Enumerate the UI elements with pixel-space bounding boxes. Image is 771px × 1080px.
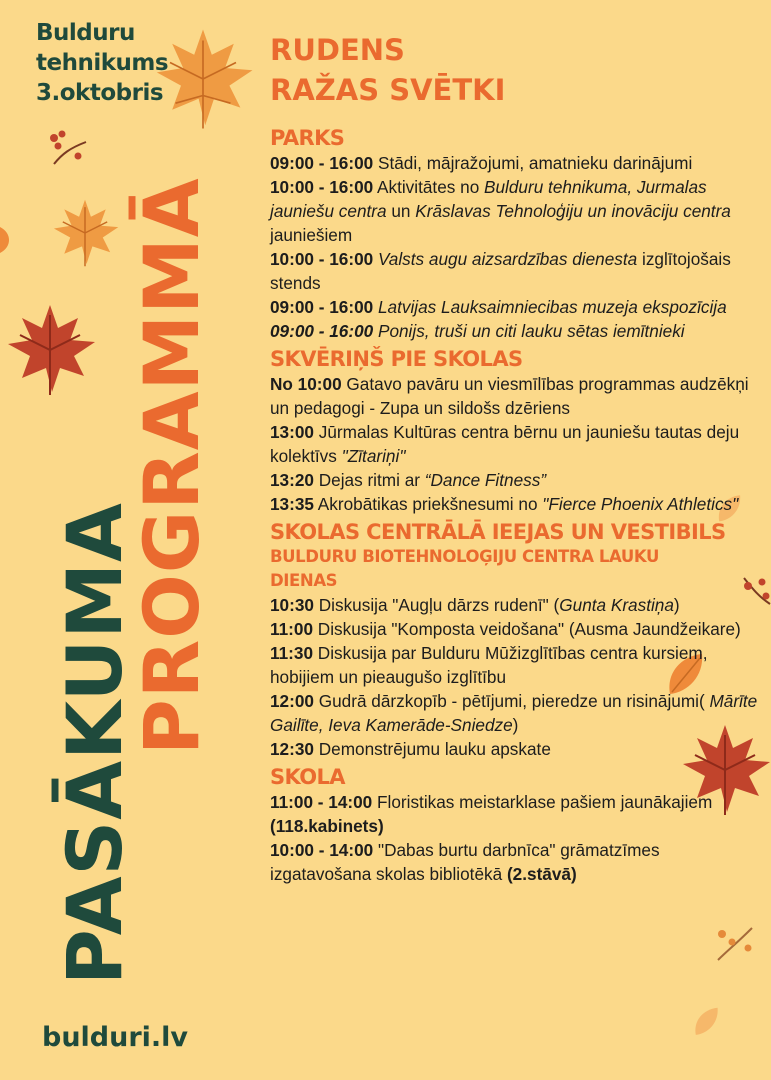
program-item [270,151,760,175]
item-text: Diskusija "Augļu dārzs rudenī" ( [313,595,560,615]
program-item [270,689,760,737]
website-link[interactable]: bulduri.lv [42,1022,189,1053]
item-organizer: Krāslavas Tehnoloģiju un inovāciju centra [415,201,731,221]
program-item [270,641,760,689]
item-time: 09:00 - 16:00 [270,321,374,341]
vertical-title-line2: PROGRAMMĀ [127,177,216,755]
item-performer: "Zītariņi" [341,446,406,466]
item-location: (118.kabinets) [270,816,384,836]
organizer-name: Bulduru [36,20,135,46]
event-title [270,30,505,110]
program-item [270,175,760,247]
item-text-end: ) [512,715,519,735]
item-time: 13:20 [270,470,314,490]
item-time: 09:00 - 16:00 [270,153,374,173]
item-time: No 10:00 [270,374,342,394]
program-item [270,372,760,420]
maple-leaf-icon [0,300,108,400]
item-time: 13:35 [270,494,314,514]
item-text-end: ) [673,595,680,615]
item-organizer: Valsts augu aizsardzības dienesta [373,249,638,269]
program-item [270,492,760,516]
item-text: "Dabas burtu darbnīca" grāmatzīmes izgatavošana skolas bibliotēkā [270,840,660,884]
item-speaker: Gunta Krastiņa [559,595,674,615]
item-text: Floristikas meistarklase pašiem jaunākajiem [372,792,713,812]
program-item [270,247,760,295]
item-text: Ponijs, truši un citi lauku sētas iemītnieki [373,321,685,341]
item-text: Diskusija "Komposta veidošana" (Ausma Jaundžeikare) [313,619,741,639]
berry-branch-icon [46,128,92,170]
item-text: Dejas ritmi ar [313,470,425,490]
item-text: Diskusija par Bulduru Mūžizglītības centra kursiem, hobijiem un pieaugušo izglītību [270,643,708,687]
event-title-line2: RAŽAS SVĒTKI [270,73,506,107]
item-text: un [386,201,416,221]
item-time: 12:00 [270,691,314,711]
program-item [270,319,760,343]
item-text: Demonstrējumu lauku apskate [313,739,551,759]
program-item [270,468,760,492]
item-text: izglītojošais stends [270,249,731,293]
item-time: 11:00 - 14:00 [270,792,373,812]
event-title-line1: RUDENS [270,33,405,67]
item-time: 10:00 - 16:00 [270,249,374,269]
organizer-name-2: tehnikums [36,50,169,76]
item-text: Gatavo pavāru un viesmīlības programmas audzēkņi un pedagogi - Zupa un sildošs dzēriens [270,374,749,418]
item-organizer: Latvijas Lauksaimniecibas muzeja ekspozīcija [373,297,727,317]
item-time: 10:30 [270,595,314,615]
item-time: 12:30 [270,739,314,759]
program-item [270,617,760,641]
section-heading-school: SKOLA [270,765,345,789]
item-performer: “Dance Fitness” [424,470,547,490]
berry-branch-icon [712,920,756,964]
section-heading-square: SKVĒRIŅŠ PIE SKOLAS [270,347,523,371]
item-organizer: Bulduru tehnikuma, Jurmalas jauniešu centra [270,177,707,221]
item-text: Gudrā dārzkopīb - pētījumi, pieredze un risinājumi( [313,691,710,711]
program-content [270,126,760,886]
item-time: 11:30 [270,643,314,663]
item-text: Aktivitātes no [373,177,485,197]
maple-leaf-icon [48,196,122,270]
program-item [270,295,760,319]
item-time: 10:00 - 14:00 [270,840,374,860]
section-heading-parks: PARKS [270,126,345,150]
item-location: (2.stāvā) [506,864,577,884]
program-item [270,593,760,617]
event-date: 3.oktobris [36,80,164,106]
item-speaker: Mārīte Gailīte, Ieva Kamerāde-Sniedze [270,691,758,735]
organizer-block [36,18,168,108]
vertical-title-line1: PASĀKUMA [50,502,139,985]
section-subheading: BULDURU BIOTEHNOLOĢIJU CENTRA LAUKU DIENAS [270,547,659,590]
item-text: Stādi, mājražojumi, amatnieku darinājumi [373,153,693,173]
item-time: 09:00 - 16:00 [270,297,374,317]
program-item [270,838,760,886]
item-text: jauniešiem [270,225,353,245]
item-performer: "Fierce Phoenix Athletics" [542,494,739,514]
program-item [270,420,760,468]
item-text: Akrobātikas priekšnesumi no [313,494,543,514]
item-text: Jūrmalas Kultūras centra bērnu un jauniešu tautas deju kolektīvs [270,422,740,466]
item-time: 13:00 [270,422,314,442]
program-item [270,737,760,761]
oval-leaf-icon [0,225,14,255]
item-time: 11:00 [270,619,314,639]
program-item [270,790,760,838]
section-heading-entrance: SKOLAS CENTRĀLĀ IEEJAS UN VESTIBILS [270,520,726,544]
oval-leaf-icon [690,1005,722,1039]
item-time: 10:00 - 16:00 [270,177,374,197]
